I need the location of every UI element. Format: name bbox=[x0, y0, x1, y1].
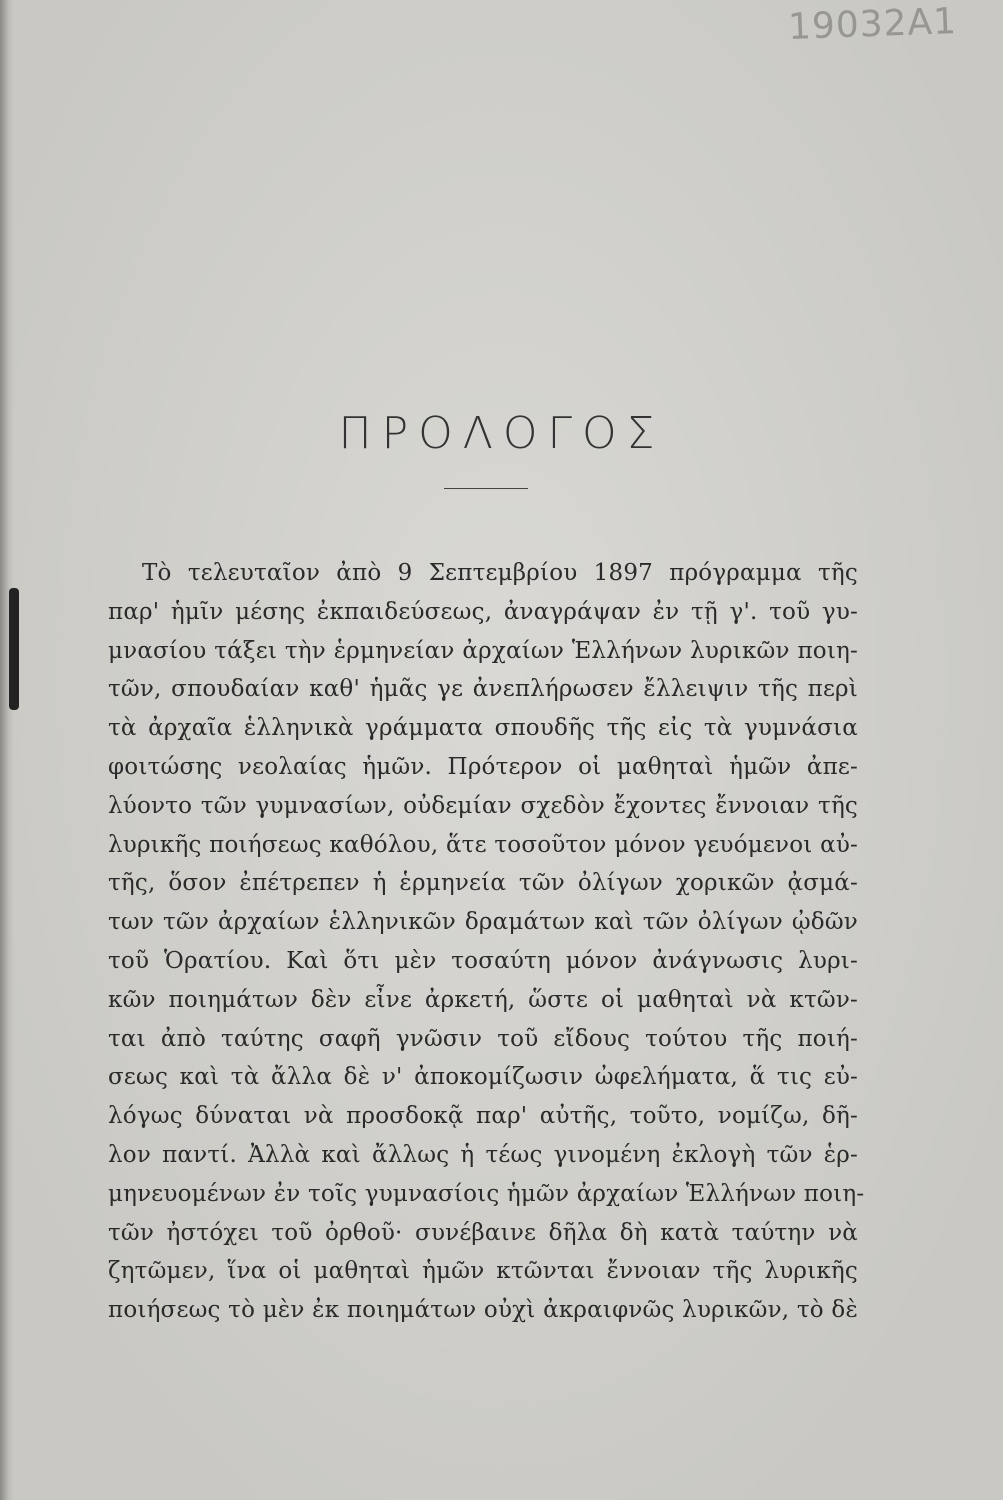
text-line: παρ' ἡμῖν μέσης ἐκπαιδεύσεως, ἀναγράψαν ἐν τῇ γ'. τοῦ γυ- bbox=[108, 598, 858, 625]
text-line: λόγως δύναται νὰ προσδοκᾷ παρ' αὐτῆς, τοῦτο, νομίζω, δῆ- bbox=[108, 1103, 858, 1130]
text-line: των τῶν ἀρχαίων ἑλληνικῶν δραμάτων καὶ τῶν ὀλίγων ᾠδῶν bbox=[108, 909, 858, 936]
title-divider bbox=[444, 488, 528, 489]
body-text bbox=[108, 554, 865, 1330]
text-line: τῶν, σπουδαίαν καθ' ἡμᾶς γε ἀνεπλήρωσεν ἔλλειψιν τῆς περὶ bbox=[108, 676, 858, 703]
text-line: κῶν ποιημάτων δὲν εἶνε ἀρκετή, ὥστε οἱ μαθηταὶ νὰ κτῶν- bbox=[108, 986, 858, 1013]
page-left-edge bbox=[0, 0, 14, 1500]
text-line: λυρικῆς ποιήσεως καθόλου, ἅτε τοσοῦτον μόνον γευόμενοι αὐ- bbox=[108, 831, 858, 858]
catalog-number: 19032A1 bbox=[787, 1, 958, 48]
text-line: μνασίου τάξει τὴν ἑρμηνείαν ἀρχαίων Ἑλλήνων λυρικῶν ποιη- bbox=[108, 637, 858, 664]
page-title: ΠΡΟΛΟΓΟΣ bbox=[338, 408, 665, 459]
text-line: ται ἀπὸ ταύτης σαφῆ γνῶσιν τοῦ εἴδους τούτου τῆς ποιή- bbox=[108, 1025, 858, 1052]
text-line: μηνευομένων ἐν τοῖς γυμνασίοις ἡμῶν ἀρχαίων Ἑλλήνων ποιη- bbox=[108, 1180, 865, 1207]
text-line: τοῦ Ὁρατίου. Καὶ ὅτι μὲν τοσαύτη μόνον ἀνάγνωσις λυρι- bbox=[108, 947, 858, 974]
text-line: φοιτώσης νεολαίας ἡμῶν. Πρότερον οἱ μαθηταὶ ἡμῶν ἀπε- bbox=[108, 753, 858, 780]
text-line: τῶν ἠστόχει τοῦ ὀρθοῦ· συνέβαινε δῆλα δὴ κατὰ ταύτην νὰ bbox=[108, 1219, 858, 1246]
binding-mark bbox=[9, 588, 19, 710]
text-line: τῆς, ὅσον ἐπέτρεπεν ἡ ἑρμηνεία τῶν ὀλίγων χορικῶν ᾀσμά- bbox=[108, 870, 858, 897]
text-line: τὰ ἀρχαῖα ἑλληνικὰ γράμματα σπουδῆς τῆς εἰς τὰ γυμνάσια bbox=[108, 715, 858, 742]
text-line: Τὸ τελευταῖον ἀπὸ 9 Σεπτεμβρίου 1897 πρόγραμμα τῆς bbox=[142, 560, 858, 586]
text-line: λύοντο τῶν γυμνασίων, οὐδεμίαν σχεδὸν ἔχοντες ἔννοιαν τῆς bbox=[108, 792, 858, 819]
text-line: λον παντί. Ἀλλὰ καὶ ἄλλως ἡ τέως γινομένη ἐκλογὴ τῶν ἑρ- bbox=[108, 1141, 858, 1168]
text-line: ποιήσεως τὸ μὲν ἐκ ποιημάτων οὐχὶ ἀκραιφνῶς λυρικῶν, τὸ δὲ bbox=[108, 1297, 858, 1324]
text-line: σεως καὶ τὰ ἄλλα δὲ ν' ἀποκομίζωσιν ὠφελήματα, ἅ τις εὐ- bbox=[108, 1064, 858, 1091]
text-line: ζητῶμεν, ἵνα οἱ μαθηταὶ ἡμῶν κτῶνται ἔννοιαν τῆς λυρικῆς bbox=[108, 1258, 858, 1285]
